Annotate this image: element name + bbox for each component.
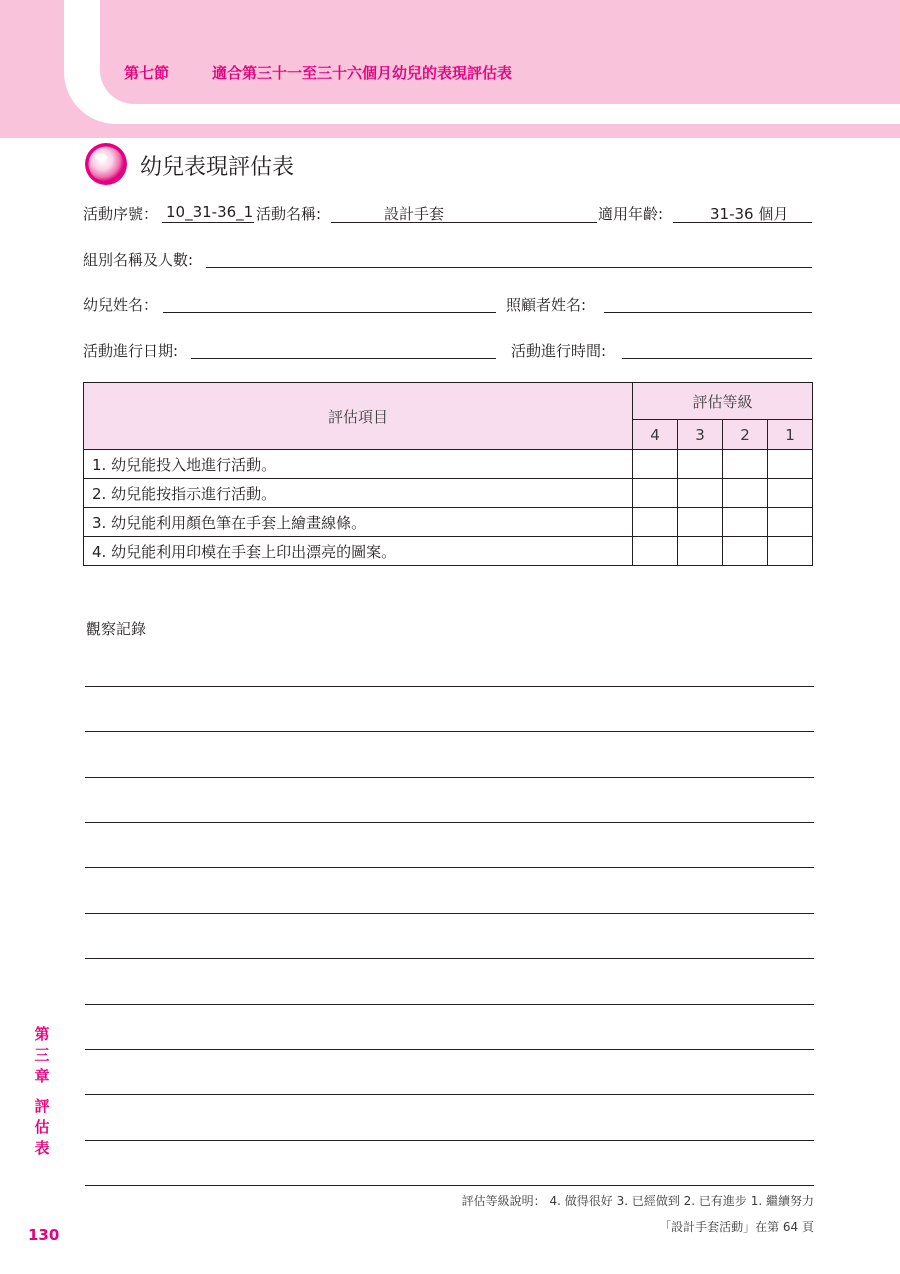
grade-4-header: 4 bbox=[633, 420, 678, 450]
activity-no-value: 10_31-36_1 bbox=[166, 203, 254, 221]
grade-cell[interactable] bbox=[723, 450, 768, 479]
table-row bbox=[84, 537, 813, 566]
observation-line[interactable] bbox=[85, 1049, 814, 1050]
item-text: 2. 幼兒能按指示進行活動。 bbox=[84, 479, 633, 508]
section-title: 適合第三十一至三十六個月幼兒的表現評估表 bbox=[212, 64, 513, 82]
grade-cell[interactable] bbox=[723, 479, 768, 508]
group-label: 組別名稱及人數: bbox=[83, 251, 194, 269]
section-label: 第七節 bbox=[124, 64, 170, 82]
child-name-field[interactable] bbox=[163, 312, 496, 313]
page-title: 幼兒表現評估表 bbox=[140, 155, 295, 180]
date-field[interactable] bbox=[191, 358, 496, 359]
observation-line[interactable] bbox=[85, 1004, 814, 1005]
observation-line[interactable] bbox=[85, 958, 814, 959]
grade-cell[interactable] bbox=[768, 479, 813, 508]
grade-legend: 評估等級說明： 4. 做得很好 3. 已經做到 2. 已有進步 1. 繼續努力 bbox=[461, 1194, 814, 1208]
observation-label: 觀察記錄 bbox=[86, 620, 147, 638]
grade-cell[interactable] bbox=[768, 508, 813, 537]
chapter-title: 評估表 bbox=[34, 1097, 50, 1157]
activity-name-value: 設計手套 bbox=[384, 205, 445, 223]
observation-line[interactable] bbox=[85, 1185, 814, 1186]
observation-line[interactable] bbox=[85, 731, 814, 732]
grade-cell[interactable] bbox=[678, 450, 723, 479]
observation-line[interactable] bbox=[85, 777, 814, 778]
pink-bubble-icon bbox=[84, 142, 128, 186]
observation-line[interactable] bbox=[85, 822, 814, 823]
time-field[interactable] bbox=[622, 358, 812, 359]
grade-cell[interactable] bbox=[678, 508, 723, 537]
age-value: 31-36 個月 bbox=[710, 205, 789, 223]
item-header: 評估項目 bbox=[84, 383, 633, 450]
caregiver-field[interactable] bbox=[604, 312, 812, 313]
observation-line[interactable] bbox=[85, 1140, 814, 1141]
activity-no-line bbox=[162, 222, 254, 223]
grade-cell[interactable] bbox=[768, 537, 813, 566]
evaluation-table bbox=[83, 382, 813, 566]
page-reference: 「設計手套活動」在第 64 頁 bbox=[659, 1220, 814, 1234]
grade-3-header: 3 bbox=[678, 420, 723, 450]
observation-line[interactable] bbox=[85, 1094, 814, 1095]
grade-header: 評估等級 bbox=[633, 383, 813, 420]
grade-cell[interactable] bbox=[678, 537, 723, 566]
grade-cell[interactable] bbox=[633, 537, 678, 566]
observation-line[interactable] bbox=[85, 913, 814, 914]
item-text: 1. 幼兒能投入地進行活動。 bbox=[84, 450, 633, 479]
chapter-number: 第三章 bbox=[34, 1025, 50, 1085]
grade-cell[interactable] bbox=[768, 450, 813, 479]
observation-line[interactable] bbox=[85, 867, 814, 868]
grade-1-header: 1 bbox=[768, 420, 813, 450]
activity-no-label: 活動序號： bbox=[83, 205, 159, 223]
activity-name-line bbox=[331, 222, 597, 223]
page-number: 130 bbox=[28, 1226, 60, 1244]
grade-cell[interactable] bbox=[633, 479, 678, 508]
grade-2-header: 2 bbox=[723, 420, 768, 450]
caregiver-label: 照顧者姓名: bbox=[506, 296, 587, 314]
observation-line[interactable] bbox=[85, 686, 814, 687]
item-text: 4. 幼兒能利用印模在手套上印出漂亮的圖案。 bbox=[84, 537, 633, 566]
table-row bbox=[84, 450, 813, 479]
grade-cell[interactable] bbox=[723, 537, 768, 566]
grade-cell[interactable] bbox=[633, 508, 678, 537]
activity-name-label: 活動名稱: bbox=[256, 205, 322, 223]
group-field[interactable] bbox=[206, 267, 812, 268]
time-label: 活動進行時間: bbox=[511, 342, 607, 360]
grade-cell[interactable] bbox=[678, 479, 723, 508]
age-line bbox=[673, 222, 812, 223]
table-row bbox=[84, 508, 813, 537]
item-text: 3. 幼兒能利用顏色筆在手套上繪畫線條。 bbox=[84, 508, 633, 537]
grade-cell[interactable] bbox=[723, 508, 768, 537]
child-name-label: 幼兒姓名： bbox=[83, 296, 159, 314]
table-row bbox=[84, 479, 813, 508]
header-tab bbox=[100, 0, 900, 104]
grade-cell[interactable] bbox=[633, 450, 678, 479]
date-label: 活動進行日期: bbox=[83, 342, 179, 360]
age-label: 適用年齡: bbox=[598, 205, 664, 223]
side-chapter-label bbox=[32, 1024, 52, 1159]
